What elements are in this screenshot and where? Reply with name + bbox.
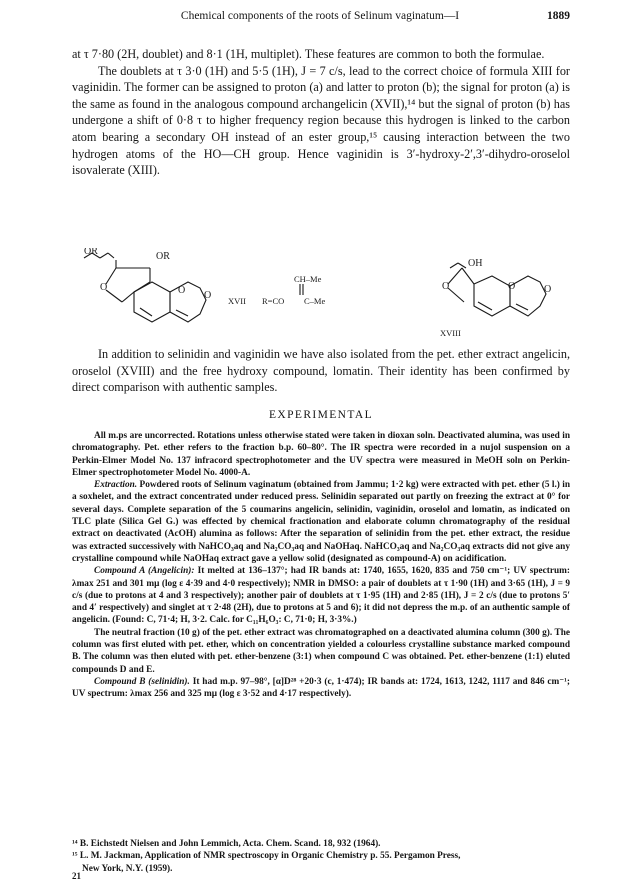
chemical-structures-figure	[70, 248, 570, 340]
label-xvii: XVII	[228, 296, 246, 306]
page-number: 1889	[547, 10, 570, 22]
run-in-heading: Compound B (selinidin).	[94, 676, 190, 687]
paragraph	[72, 676, 570, 701]
xviii-ring-oxygen: O	[442, 281, 450, 292]
xvii-lactone-oxygen: O	[178, 285, 186, 296]
paragraph-body: Powdered roots of Selinum vaginatum (obtained from Jammu; 1·2 kg) were extracted with pet. ether (5 l.) in a soxhelet, and the extract concentrated under reduced press. Selinidin separated out partly on freezing the extract at 0° for several days. Complete separation of the 5 coumarins angelicin, selinidin, vaginidin, oroselol and lomatin, as indicated on TLC plate (Silica Gel G.) was effected by chemical fractionation and elaborate column chromatography of the residual extract on deactivated (AcOH) alumina as follows: After the separation of selinidin from the pet. ether extract, the residue was extracted successively with NaHCO₃aq and Na₂CO₃aq and NaOHaq. NaHCO₃aq and Na₂CO₃aq extracts did not give any crystalline compound while NaOHaq extract gave a yellow solid (designated as compound-A) on acidification.	[72, 480, 570, 564]
paragraph-body: It melted at 136–137°; had IR bands at: 1740, 1655, 1620, 835 and 750 cm⁻¹; UV spectrum: λmax 251 and 301 mμ (log ε 4·39 and 4·0 respectively); NMR in DMSO: a pair of doublets at τ 1·90 (1H) and 3·65 (1H), J = 9 c/s (due to protons at 4 and 3 respectively); another pair of doublets at τ 1·95 (1H) and 2·85 (1H), J = 2 c/s (due to protons 5′ and 4′ respectively) and singlet at τ 2·48 (2H), due to protons at 5 and 6); it did not depress the m.p. of an authentic sample of angelicin. (Found: C, 71·4; H, 3·2. Calc. for C₁₁H₆O₃: C, 71·0; H, 3·3%.)	[72, 566, 570, 626]
xvii-or-top-label: OR	[84, 248, 98, 257]
ester-group-r	[300, 284, 303, 295]
run-in-heading: Extraction.	[94, 480, 138, 491]
paragraph	[72, 565, 570, 626]
xvii-or-right-label: OR	[156, 251, 170, 262]
experimental-text	[72, 430, 570, 701]
c-me-group: C–Me	[304, 296, 326, 306]
ch-me-group: CH–Me	[294, 274, 322, 284]
paragraph: The neutral fraction (10 g) of the pet. ether extract was chromatographed on a deactivated alumina column (300 g). The column was first eluted with pet. ether, which on concentration yielded a colourless crystalline substance marked compound B. The column was then eluted with pet. ether-benzene (3:1) when compound C was obtained. Pet. ether-benzene (1:1) eluted compounds D and E.	[72, 627, 570, 675]
label-xviii: XVIII	[440, 328, 461, 338]
paragraph: The doublets at τ 3·0 (1H) and 5·5 (1H), J = 7 c/s, lead to the correct choice of formula XIII for vaginidin. The former can be assigned to proton (a) and latter to proton (b); the signal for proton (a) is the same as found in the analogous compound archangelicin (XVII),¹⁴ but the signal of proton (b) has undergone a shift of 0·8 τ to higher frequency region because this hydrogen is linked to the carbon atom bearing a secondary OH instead of an ester group,¹⁵ causing interaction between the two hydrogen atoms of the HO—CH group. Hence vaginidin is 3′-hydroxy-2′,3′-dihydro-oroselol isovalerate (XIII).	[72, 63, 570, 178]
xviii-lactone-oxygen: O	[508, 281, 516, 292]
paragraph: In addition to selinidin and vaginidin we have also isolated from the pet. ether extract angelicin, oroselol (XVIII) and the free hydroxy compound, lomatin. Their identity has been confirmed by direct comparison with authentic samples.	[72, 347, 570, 395]
xvii-ring-oxygen: O	[100, 282, 108, 293]
paragraph	[72, 479, 570, 565]
footnotes	[72, 838, 570, 875]
paragraph-body: It had m.p. 97–98°, [α]D²⁸ +20·3 (c, 1·474); IR bands at: 1724, 1613, 1242, 1117 and 846 cm⁻¹; UV spectrum: λmax 256 and 325 mμ (log ε 3·52 and 4·17 respectively).	[72, 676, 570, 700]
footnote-15-continued: New York, N.Y. (1959).	[82, 863, 173, 874]
structure-xviii	[448, 263, 546, 316]
section-heading: EXPERIMENTAL	[268, 409, 374, 421]
xviii-carbonyl-oxygen: O	[544, 284, 552, 295]
run-in-heading: Compound A (Angelicin):	[94, 566, 195, 577]
xviii-oh-label: OH	[468, 258, 483, 269]
signature-mark: 21	[72, 871, 81, 881]
running-title: Chemical components of the roots of Selinum vaginatum—I	[180, 10, 460, 22]
paragraph: at τ 7·80 (2H, doublet) and 8·1 (1H, multiplet). These features are common to both the formulae.	[72, 47, 545, 61]
discussion-text	[72, 46, 570, 179]
footnote-15: ¹⁵ L. M. Jackman, Application of NMR spectroscopy in Organic Chemistry p. 55. Pergamon Press,	[72, 851, 461, 862]
r-definition: R=CO	[262, 296, 285, 306]
paragraph: All m.ps are uncorrected. Rotations unless otherwise stated were taken in dioxan soln. Deactivated alumina, was used in chromatography. Pet. ether refers to the fraction b.p. 60–80°. The IR spectra were recorded in a nujol suspension on a Perkin-Elmer Model No. 137 infracord spectrophotometer and the UV spectra were measured in MeOH soln on Perkin-Elmer spectrophotometer Model No. 4000-A.	[72, 431, 570, 478]
running-header	[70, 6, 570, 26]
footnote-14: ¹⁴ B. Eichstedt Nielsen and John Lemmich, Acta. Chem. Scand. 18, 932 (1964).	[72, 839, 381, 849]
xvii-carbonyl-oxygen: O	[204, 290, 212, 301]
isolation-paragraph	[72, 346, 570, 396]
